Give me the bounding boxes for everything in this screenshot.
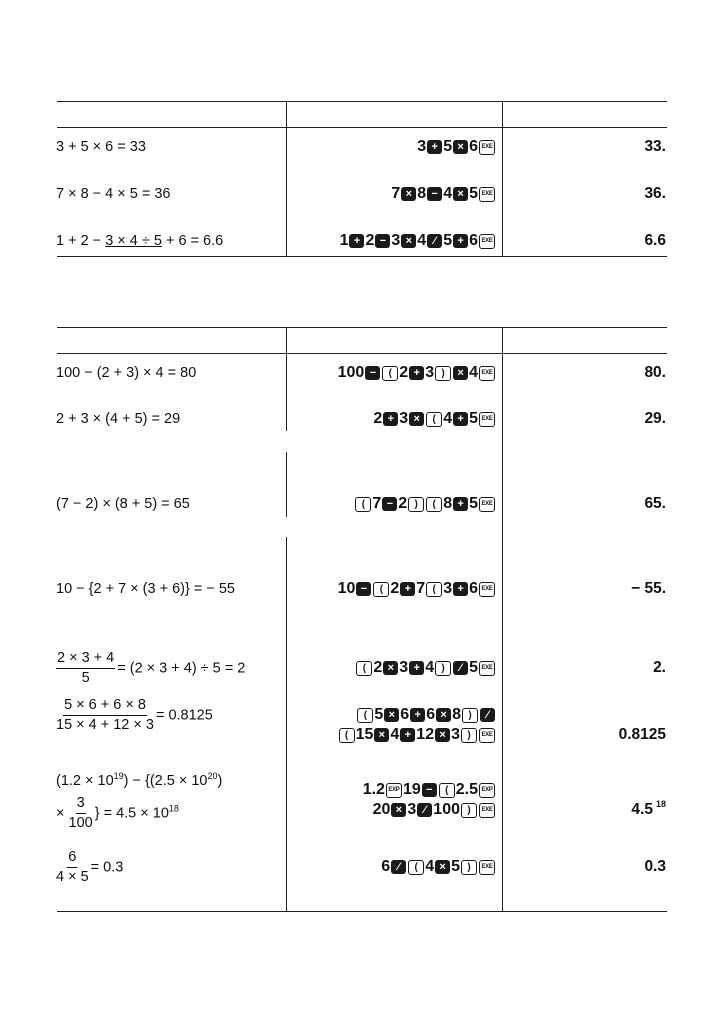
t2-row6-expression <box>56 697 213 734</box>
divide-key-icon: ⁄ <box>427 234 442 248</box>
t1-row3-result: 6.6 <box>644 232 666 249</box>
exponent: 20 <box>207 771 218 781</box>
exe-key-icon: EXE <box>479 497 495 512</box>
expr-part: ) <box>217 773 223 789</box>
fraction <box>69 795 93 832</box>
key-digit: 6 <box>426 706 436 723</box>
key-digit: 3 <box>417 138 427 155</box>
fraction <box>56 650 115 687</box>
t2-row7-expression-line1 <box>56 772 222 790</box>
multiply-key-icon: × <box>453 187 468 201</box>
key-digit: 100 <box>433 801 460 818</box>
key-digit: 3 <box>407 801 417 818</box>
key-digit: 20 <box>372 801 391 818</box>
key-digit: 4 <box>425 659 435 676</box>
t2-row2-expression: 2 + 3 × (4 + 5) = 29 <box>56 411 181 427</box>
t2-row3-result: 65. <box>644 495 666 512</box>
table2-divider-1c <box>286 537 287 912</box>
minus-key-icon: − <box>382 497 397 511</box>
t2-row8-keys <box>381 858 496 876</box>
divide-key-icon: ⁄ <box>453 661 468 675</box>
t2-row7-expression-line2 <box>56 795 179 832</box>
multiply-key-icon: × <box>383 661 398 675</box>
key-digit: 4 <box>390 726 400 743</box>
underlined-term: 3 × 4 ÷ 5 <box>105 233 162 249</box>
key-digit: 5 <box>451 858 460 875</box>
open-paren-key-icon: ( <box>355 497 371 512</box>
open-paren-key-icon: ( <box>357 708 373 723</box>
multiply-key-icon: × <box>391 803 406 817</box>
exp-key-icon: EXP <box>386 783 402 798</box>
plus-key-icon: + <box>453 497 468 511</box>
t1-row2-expression: 7 × 8 − 4 × 5 = 36 <box>56 186 171 202</box>
expr-part: = (2 × 3 + 4) ÷ 5 = 2 <box>117 660 246 677</box>
key-digit: 12 <box>416 726 435 743</box>
divide-key-icon: ⁄ <box>480 708 495 722</box>
exe-key-icon: EXE <box>479 728 495 743</box>
table2-divider-1a <box>286 327 287 431</box>
expr-part: (1.2 × 10 <box>56 773 114 789</box>
fraction-denominator: 15 × 4 + 12 × 3 <box>56 717 154 733</box>
fraction-numerator: 5 × 6 + 6 × 8 <box>63 697 147 716</box>
expr-part: = 0.8125 <box>155 707 213 724</box>
key-digit: 8 <box>443 495 453 512</box>
exponent: 19 <box>113 771 124 781</box>
plus-key-icon: + <box>409 366 424 380</box>
key-digit: 1.2 <box>362 781 385 798</box>
key-digit: 3 <box>425 364 435 381</box>
multiply-key-icon: × <box>435 728 450 742</box>
t2-row6-keys-line2 <box>338 726 496 744</box>
key-digit: 5 <box>443 232 453 249</box>
key-digit: 5 <box>469 185 478 202</box>
expr-part: + 6 = 6.6 <box>161 233 224 249</box>
t2-row5-keys <box>355 659 496 677</box>
t2-row4-keys <box>338 580 496 598</box>
key-digit: 8 <box>452 706 461 723</box>
t1-row2-result: 36. <box>644 185 666 202</box>
fraction <box>56 697 154 734</box>
t2-row6-result: 0.8125 <box>618 726 666 743</box>
plus-key-icon: + <box>453 412 468 426</box>
t1-row1-result: 33. <box>644 138 666 155</box>
multiply-key-icon: × <box>384 708 399 722</box>
t2-row8-result: 0.3 <box>644 858 666 875</box>
t2-row1-expression: 100 − (2 + 3) × 4 = 80 <box>56 365 197 381</box>
table1-top-rule <box>57 101 667 102</box>
table2-divider-1b <box>286 452 287 517</box>
open-paren-key-icon: ( <box>382 366 398 381</box>
expr-part: ) − {(2.5 × 10 <box>123 773 208 789</box>
key-digit: 4 <box>443 185 453 202</box>
t2-row7-keys-line1 <box>363 781 496 799</box>
plus-key-icon: + <box>409 661 424 675</box>
plus-key-icon: + <box>453 582 468 596</box>
expr-part: } = 4.5 × 10 <box>94 805 169 822</box>
exe-key-icon: EXE <box>479 582 495 597</box>
key-digit: 7 <box>391 185 401 202</box>
minus-key-icon: − <box>356 582 371 596</box>
divide-key-icon: ⁄ <box>417 803 432 817</box>
fraction-numerator: 2 × 3 + 4 <box>56 650 115 669</box>
table2-header-rule <box>57 353 667 354</box>
key-digit: 5 <box>374 706 384 723</box>
exe-key-icon: EXE <box>479 860 495 875</box>
key-digit: 6 <box>469 232 478 249</box>
close-paren-key-icon: ) <box>435 366 451 381</box>
open-paren-key-icon: ( <box>426 497 442 512</box>
key-digit: 1 <box>339 232 349 249</box>
key-digit: 10 <box>337 580 356 597</box>
table1-divider-2 <box>502 101 503 257</box>
fraction-denominator: 100 <box>68 815 93 831</box>
minus-key-icon: − <box>375 234 390 248</box>
plus-key-icon: + <box>400 728 415 742</box>
key-digit: 2 <box>399 364 409 381</box>
table1-divider-1 <box>286 101 287 257</box>
close-paren-key-icon: ) <box>461 803 477 818</box>
multiply-key-icon: × <box>409 412 424 426</box>
t1-row1-keys <box>417 138 496 156</box>
key-digit: 3 <box>443 580 453 597</box>
open-paren-key-icon: ( <box>426 582 442 597</box>
exe-key-icon: EXE <box>479 803 495 818</box>
exe-key-icon: EXE <box>479 412 495 427</box>
multiply-key-icon: × <box>453 140 468 154</box>
t2-row1-result: 80. <box>644 364 666 381</box>
exe-key-icon: EXE <box>479 661 495 676</box>
exe-key-icon: EXE <box>479 234 495 249</box>
t2-row5-expression <box>56 650 245 687</box>
t1-row3-keys <box>340 232 496 250</box>
key-digit: 2 <box>398 495 408 512</box>
divide-key-icon: ⁄ <box>391 860 406 874</box>
t2-row6-keys-line1 <box>356 706 496 724</box>
key-digit: 100 <box>337 364 365 381</box>
t2-row7-result <box>631 801 666 819</box>
result-mantissa: 4.5 <box>631 801 653 818</box>
t2-row5-result: 2. <box>653 659 666 676</box>
multiply-key-icon: × <box>453 366 468 380</box>
expr-part: × <box>56 805 65 822</box>
multiply-key-icon: × <box>401 234 416 248</box>
open-paren-key-icon: ( <box>426 412 442 427</box>
plus-key-icon: + <box>410 708 425 722</box>
key-digit: 2 <box>373 659 383 676</box>
key-digit: 6 <box>469 580 478 597</box>
open-paren-key-icon: ( <box>439 783 455 798</box>
open-paren-key-icon: ( <box>373 582 389 597</box>
t2-row7-keys-line2 <box>373 801 496 819</box>
result-exponent: 18 <box>655 799 666 809</box>
fraction <box>56 849 89 886</box>
close-paren-key-icon: ) <box>461 860 477 875</box>
t1-row1-expression: 3 + 5 × 6 = 33 <box>56 139 146 155</box>
key-digit: 7 <box>372 495 382 512</box>
multiply-key-icon: × <box>401 187 416 201</box>
close-paren-key-icon: ) <box>462 708 478 723</box>
key-digit: 7 <box>416 580 426 597</box>
key-digit: 6 <box>400 706 410 723</box>
t2-row4-expression: 10 − {2 + 7 × (3 + 6)} = − 55 <box>56 581 235 597</box>
table2-divider-2 <box>502 327 503 912</box>
table2-top-rule <box>57 327 667 328</box>
fraction-denominator: 5 <box>81 670 90 686</box>
key-digit: 5 <box>469 410 478 427</box>
minus-key-icon: − <box>427 187 442 201</box>
key-digit: 5 <box>469 495 478 512</box>
fraction-denominator: 4 × 5 <box>56 869 89 885</box>
exe-key-icon: EXE <box>479 187 495 202</box>
plus-key-icon: + <box>453 234 468 248</box>
table1-bottom-rule <box>57 256 667 257</box>
key-digit: 4 <box>469 364 478 381</box>
key-digit: 2 <box>365 232 375 249</box>
expr-part: 1 + 2 − <box>56 233 106 249</box>
key-digit: 5 <box>443 138 453 155</box>
exe-key-icon: EXE <box>479 140 495 155</box>
exponent: 18 <box>168 803 179 814</box>
fraction-numerator: 3 <box>76 795 86 814</box>
key-digit: 2 <box>373 410 383 427</box>
key-digit: 4 <box>417 232 427 249</box>
table2-bottom-rule <box>57 911 667 912</box>
t1-row2-keys <box>391 185 496 203</box>
key-digit: 2 <box>390 580 400 597</box>
plus-key-icon: + <box>383 412 398 426</box>
close-paren-key-icon: ) <box>461 728 477 743</box>
minus-key-icon: − <box>422 783 437 797</box>
plus-key-icon: + <box>400 582 415 596</box>
t1-row3-expression <box>56 232 223 250</box>
key-digit: 4 <box>443 410 453 427</box>
t2-row3-keys <box>354 495 496 513</box>
key-digit: 3 <box>391 232 401 249</box>
exp-key-icon: EXP <box>479 783 495 798</box>
key-digit: 3 <box>399 659 409 676</box>
t2-row4-result: − 55. <box>631 580 666 597</box>
plus-key-icon: + <box>427 140 442 154</box>
table1-header-rule <box>57 127 667 128</box>
open-paren-key-icon: ( <box>356 661 372 676</box>
t2-row2-keys <box>373 410 496 428</box>
t2-row1-keys <box>338 364 496 382</box>
key-digit: 4 <box>425 858 435 875</box>
fraction-numerator: 6 <box>67 849 77 868</box>
close-paren-key-icon: ) <box>435 661 451 676</box>
key-digit: 19 <box>402 781 421 798</box>
key-digit: 6 <box>469 138 478 155</box>
key-digit: 5 <box>469 659 478 676</box>
key-digit: 2.5 <box>455 781 478 798</box>
plus-key-icon: + <box>349 234 364 248</box>
multiply-key-icon: × <box>436 708 451 722</box>
t2-row8-expression <box>56 849 123 886</box>
expr-part: = 0.3 <box>90 859 124 876</box>
exe-key-icon: EXE <box>479 366 495 381</box>
open-paren-key-icon: ( <box>408 860 424 875</box>
t2-row3-expression: (7 − 2) × (8 + 5) = 65 <box>56 496 190 512</box>
minus-key-icon: − <box>365 366 380 380</box>
close-paren-key-icon: ) <box>408 497 424 512</box>
key-digit: 15 <box>355 726 374 743</box>
open-paren-key-icon: ( <box>339 728 355 743</box>
t2-row2-result: 29. <box>644 410 666 427</box>
key-digit: 3 <box>451 726 460 743</box>
multiply-key-icon: × <box>374 728 389 742</box>
key-digit: 6 <box>381 858 391 875</box>
key-digit: 3 <box>399 410 409 427</box>
multiply-key-icon: × <box>435 860 450 874</box>
key-digit: 8 <box>417 185 427 202</box>
